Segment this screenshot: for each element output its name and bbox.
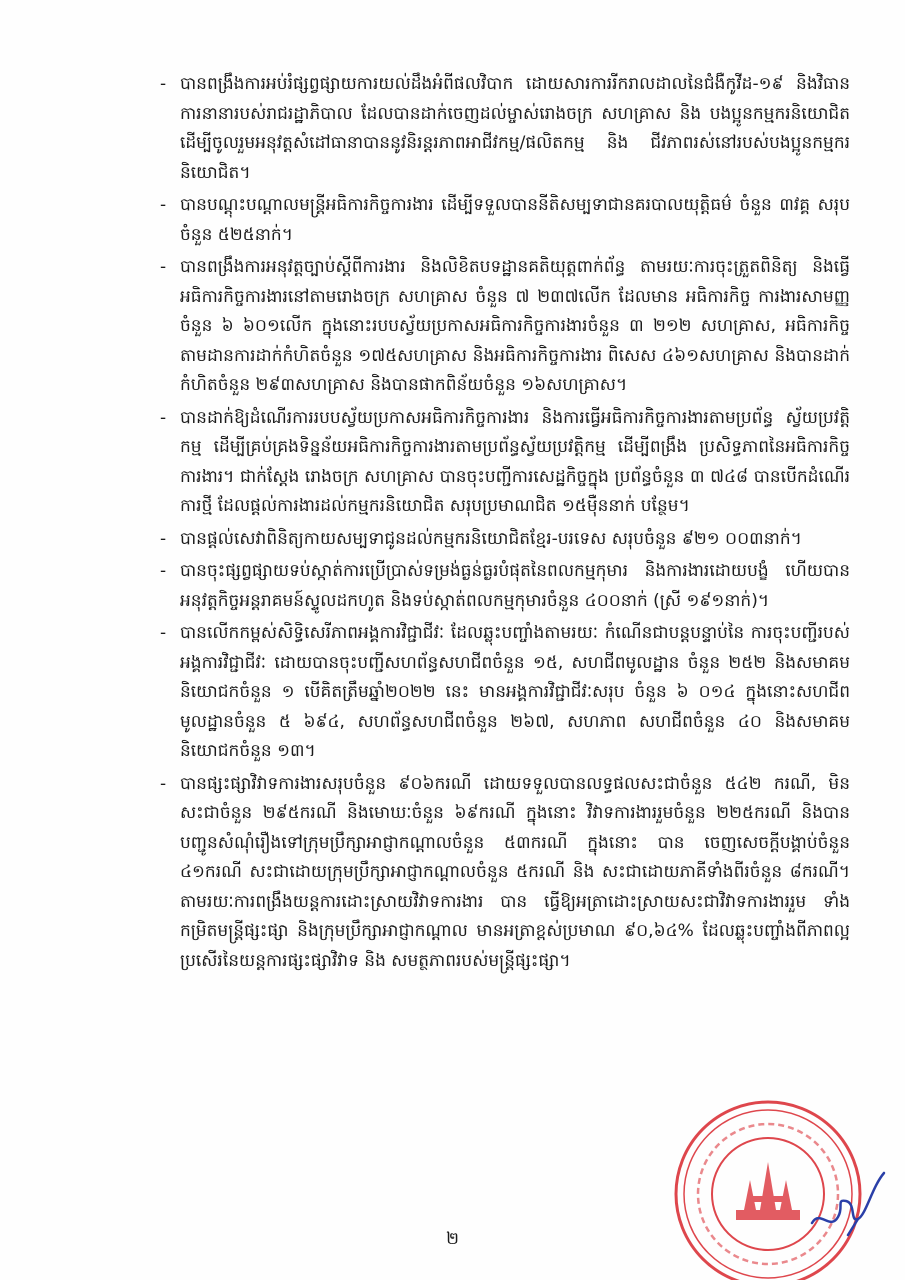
bullet-marker: - (160, 407, 167, 428)
list-item-text: បានដាក់ឱ្យដំណើរការរបបស្វ័យប្រកាសអធិការកិច្ចការងារ និងការធ្វើអធិការកិច្ចការងារតាមប្រព័ន្ធ ស្វ័យប្រវត្តិកម្ម ដើម្បីគ្រប់គ្រងទិន្នន័យអធិការកិច្ចការងារតាមប្រព័ន្ធស្វ័យប្រវត្តិកម្ម ដើម្បីពង្រឹង ប្រសិទ្ធភាពនៃអធិការកិច្ចការងារ។ ជាក់ស្តែង រោងចក្រ សហគ្រាស បានចុះបញ្ជីការសេដ្ឋកិច្ចក្នុង ប្រព័ន្ធចំនួន ៣ ៧៤៨ បានបើកដំណើរការថ្មី ដែលផ្តល់ការងារដល់កម្មករនិយោជិត សរុបប្រមាណជិត ១៥ម៉ឺននាក់ បន្ថែម។ (180, 407, 850, 516)
bullet-marker: - (160, 195, 167, 215)
page-number: ២ (446, 1229, 459, 1249)
list-item-text: បានបណ្តុះបណ្តាលមន្ត្រីអធិការកិច្ចការងារ ដើម្បីទទួលបាននីតិសម្បទាជានគរបាលយុត្តិធម៌ ចំនួន ៣វគ្គ សរុបចំនួន ៥២៥នាក់។ (180, 195, 850, 245)
list-item-text: បានផ្សះផ្សាវិវាទការងារសរុបចំនួន ៩០៦ករណី ដោយទទួលបានលទ្ធផលសះជាចំនួន ៥៤២ ករណី, មិនសះជាចំនួន ២៩៥ករណី និងមោឃៈចំនួន ៦៩ករណី ក្នុងនោះ វិវាទការងាររួមចំនួន ២២៥ករណី និងបានបញ្ជូនសំណុំរឿងទៅក្រុមប្រឹក្សាអាជ្ញាកណ្តាលចំនួន ៥៣ករណី ក្នុងនោះ បាន ចេញសេចក្តីបង្គាប់ចំនួន ៤១ករណី សះជាដោយក្រុមប្រឹក្សាអាជ្ញាកណ្តាលចំនួន ៥ករណី និង សះជាដោយភាគីទាំងពីរចំនួន ៨ករណី។ តាមរយៈការពង្រឹងយន្តការដោះស្រាយវិវាទការងារ បាន ធ្វើឱ្យអត្រាដោះស្រាយសះជាវិវាទការងាររួម ទាំងកម្រិតមន្ត្រីផ្សះផ្សា និងក្រុមប្រឹក្សាអាជ្ញាកណ្តាល មានអត្រាខ្ពស់ប្រមាណ ៩០,៦៤% ដែលឆ្លុះបញ្ចាំងពីភាពល្អប្រសើរនៃយន្តការផ្សះផ្សាវិវាទ និង សមត្ថភាពរបស់មន្ត្រីផ្សះផ្សា។ (180, 773, 850, 971)
bullet-marker: - (160, 257, 167, 277)
list-item-text: បានផ្តល់សេវាពិនិត្យកាយសម្បទាជូនដល់កម្មករនិយោជិតខ្មែរ-បរទេស សរុបចំនួន ៩២១ ០០៣នាក់។ (180, 528, 802, 549)
bullet-marker: - (160, 561, 167, 581)
bullet-marker: - (160, 623, 167, 643)
list-item (160, 770, 850, 977)
list-item (160, 525, 850, 555)
achievement-list (160, 70, 850, 979)
list-item (160, 619, 850, 767)
list-item-text: បានពង្រឹងការអប់រំផ្សព្វផ្សាយការយល់ដឹងអំពីផលវិបាក ដោយសារការរីករាលដាលនៃជំងឺកូវីដ-១៩ និងវិធានការនានារបស់រាជរដ្ឋាភិបាល ដែលបានដាក់ចេញដល់ម្ចាស់រោងចក្រ សហគ្រាស និង បងប្អូនកម្មករនិយោជិត ដើម្បីចូលរួមអនុវត្តសំដៅធានាបាននូវនិរន្តរភាពអាជីវកម្ម/ផលិតកម្ម និង ជីវភាពរស់នៅរបស់បងប្អូនកម្មករនិយោជិត។ (180, 74, 850, 183)
bullet-marker: - (160, 773, 167, 794)
list-item (160, 191, 850, 250)
bullet-marker: - (160, 74, 167, 94)
list-item-text: បានលើកកម្ពស់សិទ្ធិសេរីភាពអង្គការវិជ្ជាជីវៈ ដែលឆ្លុះបញ្ចាំងតាមរយៈ កំណើនជាបន្តបន្ទាប់នៃ ការចុះបញ្ជីរបស់អង្គការវិជ្ជាជីវៈ ដោយបានចុះបញ្ជីសហព័ន្ធសហជីពចំនួន ១៥, សហជីពមូលដ្ឋាន ចំនួន ២៥២ និងសមាគមនិយោជកចំនួន ១ បើគិតត្រឹមឆ្នាំ២០២២ នេះ មានអង្គការវិជ្ជាជីវៈសរុប ចំនួន ៦ ០១៤ ក្នុងនោះសហជីពមូលដ្ឋានចំនួន ៥ ៦៩៤, សហព័ន្ធសហជីពចំនួន ២៦៧, សហភាព សហជីពចំនួន ៤០ និងសមាគមនិយោជកចំនួន ១៣។ (180, 623, 850, 761)
list-item (160, 557, 850, 616)
list-item (160, 404, 850, 522)
bullet-marker: - (160, 528, 167, 549)
list-item-text: បានពង្រឹងការអនុវត្តច្បាប់ស្តីពីការងារ និងលិខិតបទដ្ឋានគតិយុត្តពាក់ព័ន្ធ តាមរយៈការចុះត្រួតពិនិត្យ និងធ្វើអធិការកិច្ចការងារនៅតាមរោងចក្រ សហគ្រាស ចំនួន ៧ ២៣៧លើក ដែលមាន អធិការកិច្ច ការងារសាមញ្ញចំនួន ៦ ៦០១លើក ក្នុងនោះរបបស្វ័យប្រកាសអធិការកិច្ចការងារចំនួន ៣ ២១២ សហគ្រាស, អធិការកិច្ចតាមដានការដាក់កំហិតចំនួន ១៧៥សហគ្រាស និងអធិការកិច្ចការងារ ពិសេស ៤៦១សហគ្រាស និងបានដាក់កំហិតចំនួន ២៩៣សហគ្រាស និងបានផាកពិន័យចំនួន ១៦សហគ្រាស។ (180, 257, 850, 395)
list-item (160, 70, 850, 188)
list-item (160, 253, 850, 401)
list-item-text: បានចុះផ្សព្វផ្សាយទប់ស្កាត់ការប្រើប្រាស់ទម្រង់ធ្ងន់ធ្ងរបំផុតនៃពលកម្មកុមារ និងការងារដោយបង្ខំ ហើយបានអនុវត្តកិច្ចអន្តរាគមន៍ស្ទូលដកហូត និងទប់ស្កាត់ពលកម្មកុមារចំនួន ៤០០នាក់ (ស្រី ១៩១នាក់)។ (180, 561, 850, 611)
